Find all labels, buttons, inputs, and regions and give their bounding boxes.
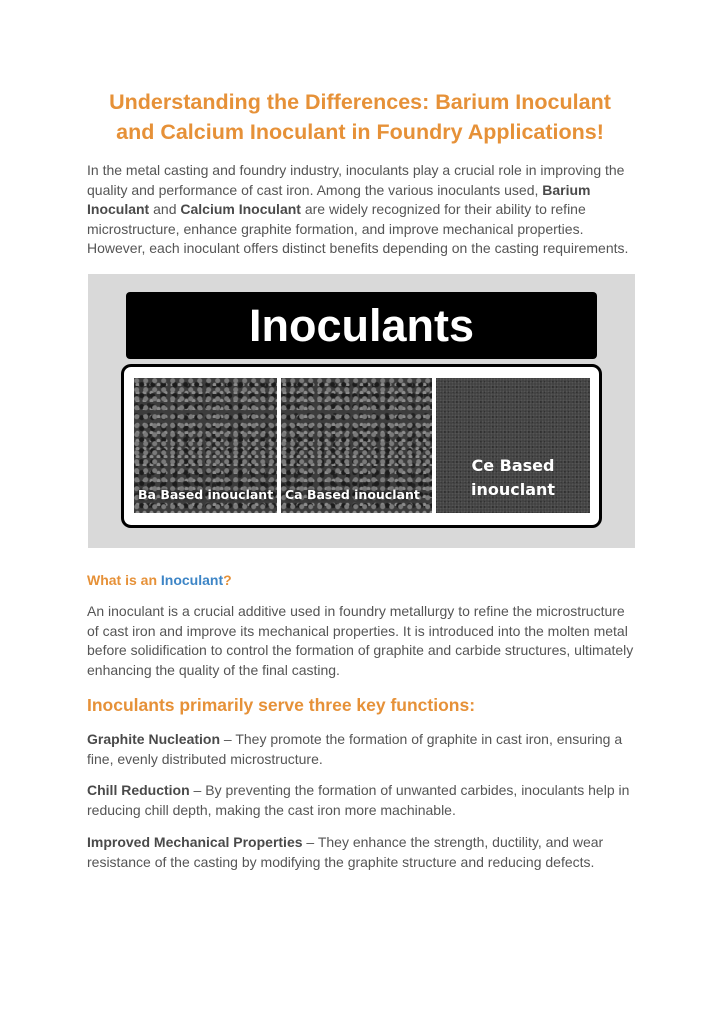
calcium-sample-label: Ca Based inouclant	[285, 487, 420, 502]
barium-sample-photo	[134, 378, 277, 513]
function-desc: – By preventing the formation of unwanted carbides, inoculants help in reducing chill depth, making the cast iron more machinable.	[87, 782, 630, 818]
function-term: Chill Reduction	[87, 782, 190, 798]
inoculants-banner: Inoculants	[126, 292, 597, 359]
function-desc: – They enhance the strength, ductility, and wear resistance of the casting by modifying the graphite structure and reducing defects.	[87, 834, 604, 870]
intro-text-2: and	[149, 201, 181, 217]
functions-heading: Inoculants primarily serve three key functions:	[87, 695, 476, 715]
cerium-sample-label	[436, 454, 590, 502]
inoculants-image	[88, 274, 635, 548]
intro-text-3: are widely recognized for their ability to refine microstructure, enhance graphite formation, and improve mechanical properties. However, each inoculant offers distinct benefits depending on the casting requirements.	[87, 201, 629, 256]
what-heading-prefix: What is an	[87, 572, 161, 588]
what-is-inoculant-paragraph: An inoculant is a crucial additive used in foundry metallurgy to refine the microstructure of cast iron and improve its mechanical properties. It is introduced into the molten metal before solidification to control the formation of graphite and carbide structures, ultimately enhancing the quality of the final casting.	[87, 603, 634, 678]
barium-sample-label: Ba Based inouclant	[138, 487, 274, 502]
function-item-chill	[87, 781, 635, 820]
function-desc: – They promote the formation of graphite in cast iron, ensuring a fine, evenly distributed microstructure.	[87, 731, 623, 767]
intro-paragraph	[87, 161, 635, 259]
page-title-line2: and Calcium Inoculant in Foundry Applications!	[116, 120, 604, 144]
what-heading-suffix: ?	[223, 572, 232, 588]
what-is-inoculant-heading	[87, 572, 232, 588]
function-term: Improved Mechanical Properties	[87, 834, 303, 850]
intro-text-1: In the metal casting and foundry industry, inoculants play a crucial role in improving the quality and performance of cast iron. Among the various inoculants used,	[87, 162, 625, 198]
inoculant-link[interactable]: Inoculant	[160, 572, 224, 588]
intro-bold-calcium: Calcium Inoculant	[180, 201, 301, 217]
cerium-sample-label-line2: inouclant	[470, 480, 556, 499]
page-title	[60, 87, 660, 147]
cerium-sample-photo	[436, 378, 590, 513]
function-term: Graphite Nucleation	[87, 731, 221, 747]
page-title-line1: Understanding the Differences: Barium Inoculant	[109, 90, 611, 114]
function-item-mechanical	[87, 833, 635, 872]
function-item-graphite	[87, 730, 635, 769]
samples-frame	[121, 364, 602, 528]
calcium-sample-photo	[281, 378, 432, 513]
intro-bold-barium: Barium Inoculant	[87, 181, 591, 217]
cerium-sample-label-line1: Ce Based	[471, 456, 555, 475]
